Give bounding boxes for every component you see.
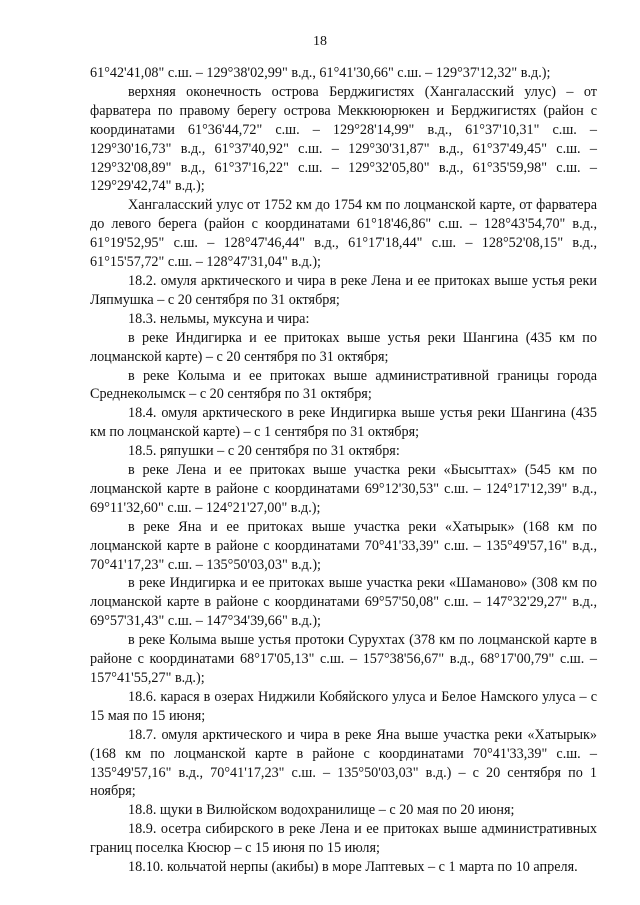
paragraph: в реке Индигирка и ее притоках выше участка реки «Шаманово» (308 км по лоцманской карте в районе с координатами 69°57'50,08" с.ш. – 147°32'29,27" в.д., 69°57'31,43" с.ш. – 147°34'39,66" в.д.);	[90, 575, 597, 630]
paragraph: Хангаласский улус от 1752 км до 1754 км по лоцманской карте, от фарватера до левого берега (район с координатами 61°18'46,86" с.ш. – 128°43'54,70" в.д., 61°19'52,95" с.ш. – 128°47'46,44" в.д., 61°17'18,44" с.ш. – 128°52'08,15" в.д., 61°15'57,72" с.ш. – 128°47'31,04" в.д.);	[90, 197, 597, 271]
paragraph: 18.2. омуля арктического и чира в реке Лена и ее притоках выше устья реки Ляпмушка – с 20 сентября по 31 октября;	[90, 272, 597, 308]
paragraph: в реке Колыма выше устья протоки Сурухтах (378 км по лоцманской карте в районе с координатами 68°17'05,13" с.ш. – 157°38'56,67" в.д., 68°17'00,79" с.ш. – 157°41'55,27" в.д.);	[90, 632, 597, 686]
paragraph: 18.7. омуля арктического и чира в реке Яна выше участка реки «Хатырык» (168 км по лоцманской карте в районе с координатами 70°41'33,39" с.ш. – 135°49'57,16" в.д., 70°41'17,23" с.ш. – 135°50'03,03" в.д.) – с 20 сентября по 1 ноября;	[90, 726, 597, 800]
paragraph: 61°42'41,08" с.ш. – 129°38'02,99" в.д., 61°41'30,66" с.ш. – 129°37'12,32" в.д.);	[90, 65, 551, 81]
paragraph: верхняя оконечность острова Берджигистях (Хангаласский улус) – от фарватера по правому берегу острова Меккююрюкен и Берджигистях (район с координатами 61°36'44,72" с.ш. – 129°28'14,99" в.д., 61°37'10,31" с.ш. – 129°30'16,73" в.д., 61°37'40,92" с.ш. – 129°30'31,87" в.д., 61°37'49,45" с.ш. – 129°32'08,89" в.д., 61°37'16,22" с.ш. – 129°32'05,80" в.д., 61°35'59,98" с.ш. – 129°29'42,74" в.д.);	[90, 83, 597, 195]
paragraph: 18.6. карася в озерах Ниджили Кобяйского улуса и Белое Намского улуса – с 15 мая по 15 июня;	[90, 688, 597, 724]
document-body	[90, 64, 597, 877]
paragraph: в реке Колыма и ее притоках выше административной границы города Среднеколымск – с 20 сентября по 31 октября;	[90, 367, 597, 403]
paragraph: в реке Индигирка и ее притоках выше устья реки Шангина (435 км по лоцманской карте) – с 20 сентября по 31 октября;	[90, 329, 597, 365]
paragraph: 18.4. омуля арктического в реке Индигирка выше устья реки Шангина (435 км по лоцманской карте) – с 1 сентября по 31 октября;	[90, 405, 597, 441]
paragraph: 18.10. кольчатой нерпы (акибы) в море Лаптевых – с 1 марта по 10 апреля.	[128, 859, 578, 876]
paragraph: в реке Яна и ее притоках выше участка реки «Хатырык» (168 км по лоцманской карте в районе с координатами 70°41'33,39" с.ш. – 135°49'57,16" в.д., 70°41'17,23" с.ш. – 135°50'03,03" в.д.);	[90, 518, 597, 573]
paragraph: 18.9. осетра сибирского в реке Лена и ее притоках выше административных границ поселка Кюсюр – с 15 июня по 15 июля;	[90, 821, 597, 857]
paragraph: 18.3. нельмы, муксуна и чира:	[128, 310, 310, 327]
paragraph: в реке Лена и ее притоках выше участка реки «Бысыттах» (545 км по лоцманской карте в районе с координатами 69°12'30,53" с.ш. – 124°17'12,39" в.д., 69°11'32,60" с.ш. – 124°21'27,00" в.д.);	[90, 462, 597, 516]
paragraph: 18.5. ряпушки – с 20 сентября по 31 октября:	[128, 443, 400, 460]
paragraph: 18.8. щуки в Вилюйском водохранилище – с 20 мая по 20 июня;	[128, 802, 515, 819]
page-number: 18	[313, 34, 327, 49]
